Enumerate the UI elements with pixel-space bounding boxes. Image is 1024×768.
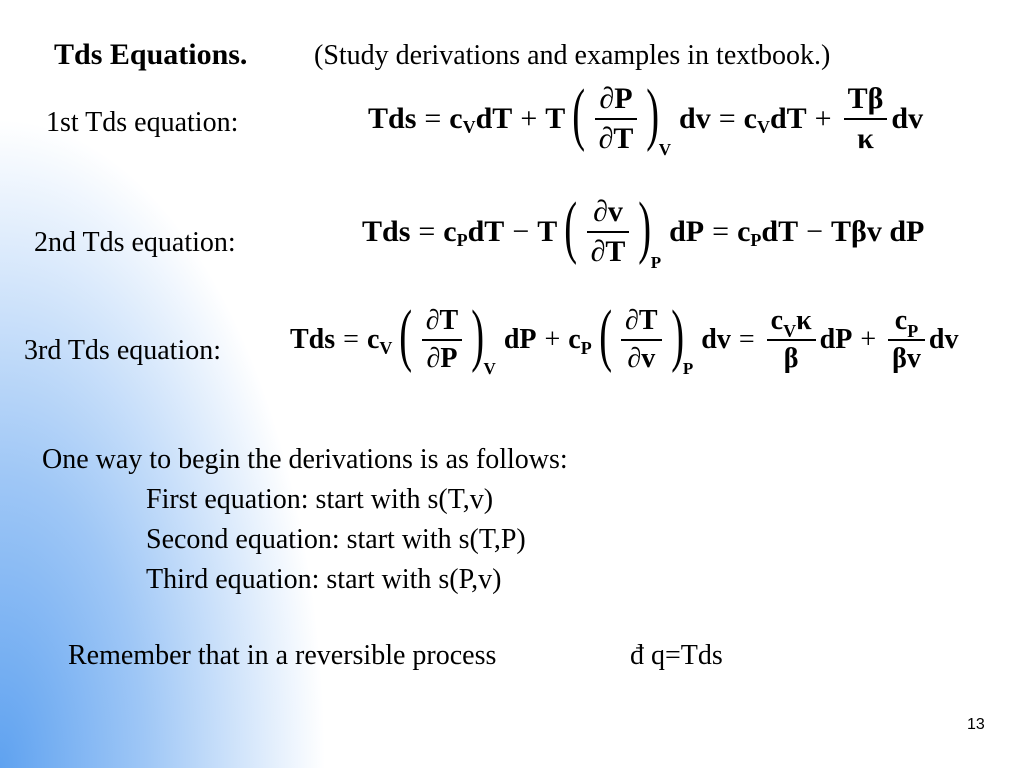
eq1-c-sub: V: [462, 116, 476, 137]
remember-text: Remember that in a reversible process: [68, 640, 497, 671]
eq2-dT2: dT: [761, 215, 799, 248]
eq3-partial2-den: ∂v: [627, 343, 656, 374]
derivations-intro: One way to begin the derivations is as follows:: [42, 444, 568, 475]
eq3-plus: +: [544, 324, 561, 355]
page-number: 13: [967, 716, 985, 733]
eq2-lhs: Tds: [362, 215, 411, 248]
eq3-c2-sub: P: [580, 337, 592, 358]
eq2-equals: =: [418, 215, 436, 248]
eq2-partial-derivative: [559, 189, 662, 272]
eq3-f2-c: c: [894, 305, 908, 336]
eq3-plus-2: +: [860, 324, 877, 355]
eq3-partial-derivative-1: [394, 297, 496, 378]
eq1-lhs: Tds: [368, 102, 417, 135]
derivation-item-first: First equation: start with s(T,v): [146, 484, 494, 515]
eq1-dT2: dT: [769, 102, 807, 135]
eq2-T: T: [537, 215, 558, 248]
eq3-partial-frac-2: [621, 305, 662, 375]
eq1-partial-num: ∂P: [599, 82, 633, 115]
eq3-label: 3rd Tds equation:: [24, 335, 222, 366]
eq3-dv: dv: [701, 324, 731, 355]
eq2-tail: Tβv dP: [831, 215, 925, 248]
eq3-equals: =: [343, 324, 359, 355]
slide-subtitle: (Study derivations and examples in textbook.): [314, 40, 831, 71]
eq1-c2-sub: V: [756, 116, 770, 137]
eq2-partial-frac: [587, 195, 630, 269]
eq3-hold2-sub: P: [682, 359, 694, 378]
right-paren: ): [638, 189, 652, 266]
eq3-hold1-sub: V: [483, 359, 496, 378]
slide-title: Tds Equations.: [54, 38, 248, 71]
left-paren: (: [399, 297, 413, 374]
eq1-fraction-den: κ: [857, 122, 874, 155]
eq1-partial-den: ∂T: [598, 122, 634, 155]
eq1-c2: c: [743, 102, 757, 135]
eq2-label: 2nd Tds equation:: [34, 227, 236, 258]
left-paren: (: [572, 76, 586, 153]
eq2-c2: c: [737, 215, 751, 248]
eq1-hold-sub: V: [658, 140, 672, 159]
eq1-plus-2: +: [814, 102, 832, 135]
eq1-fraction: [844, 82, 888, 156]
eq1-T: T: [545, 102, 566, 135]
eq3-formula: [290, 297, 959, 378]
eq3-partial1-num: ∂T: [425, 305, 459, 336]
eq3-fraction1-num: [767, 305, 816, 339]
eq3-lhs: Tds: [290, 324, 336, 355]
eq2-c2-sub: P: [750, 229, 762, 250]
eq3-partial-derivative-2: [594, 297, 694, 378]
eq3-dv2: dv: [928, 324, 959, 355]
eq2-dT: dT: [467, 215, 505, 248]
right-paren: ): [646, 76, 660, 153]
eq1-c: c: [449, 102, 463, 135]
eq2-c-sub: P: [456, 229, 468, 250]
eq3-f1-kappa: κ: [796, 305, 812, 336]
eq3-f2-sub: P: [907, 321, 919, 341]
right-paren: ): [471, 297, 485, 374]
eq3-f1-c: c: [770, 305, 784, 336]
eq3-c2: c: [568, 324, 581, 355]
derivation-item-third: Third equation: start with s(P,v): [146, 564, 502, 595]
eq1-dT: dT: [475, 102, 513, 135]
eq1-dv2: dv: [891, 102, 924, 135]
eq1-label: 1st Tds equation:: [46, 107, 239, 138]
derivation-item-second: Second equation: start with s(T,P): [146, 524, 526, 555]
eq3-fraction2-den: βv: [892, 343, 921, 374]
right-paren: ): [670, 297, 684, 374]
eq3-partial2-num: ∂T: [625, 305, 658, 336]
eq2-equals-2: =: [712, 215, 730, 248]
eq3-dP2: dP: [819, 324, 853, 355]
eq3-dP: dP: [503, 324, 537, 355]
eq3-fraction-1: [767, 305, 816, 375]
eq2-dP: dP: [669, 215, 705, 248]
eq3-c-sub: V: [379, 337, 393, 358]
eq1-dv: dv: [679, 102, 711, 135]
remember-formula: đ q=Tds: [630, 640, 723, 671]
eq1-formula: [368, 76, 924, 159]
eq3-equals-2: =: [738, 324, 755, 355]
eq2-minus: −: [512, 215, 530, 248]
eq3-fraction-2: [888, 305, 925, 375]
eq1-partial-frac: [595, 82, 638, 156]
eq2-hold-sub: P: [650, 253, 662, 272]
eq3-fraction1-den: β: [783, 343, 799, 374]
eq1-equals: =: [424, 102, 442, 135]
eq2-minus-2: −: [806, 215, 824, 248]
eq3-f1-sub: V: [783, 321, 797, 341]
eq1-partial-derivative: [567, 76, 672, 159]
eq3-partial-frac-1: [422, 305, 463, 375]
eq1-equals-2: =: [718, 102, 736, 135]
eq2-c: c: [443, 215, 457, 248]
eq3-partial1-den: ∂P: [426, 343, 458, 374]
left-paren: (: [598, 297, 612, 374]
eq3-fraction2-num: [891, 305, 922, 339]
eq2-formula: [362, 189, 925, 272]
eq3-c: c: [366, 324, 380, 355]
eq1-plus: +: [520, 102, 538, 135]
eq1-fraction-num: Tβ: [847, 82, 884, 115]
left-paren: (: [564, 189, 578, 266]
eq2-partial-den: ∂T: [590, 235, 626, 268]
eq2-partial-num: ∂v: [593, 195, 623, 228]
